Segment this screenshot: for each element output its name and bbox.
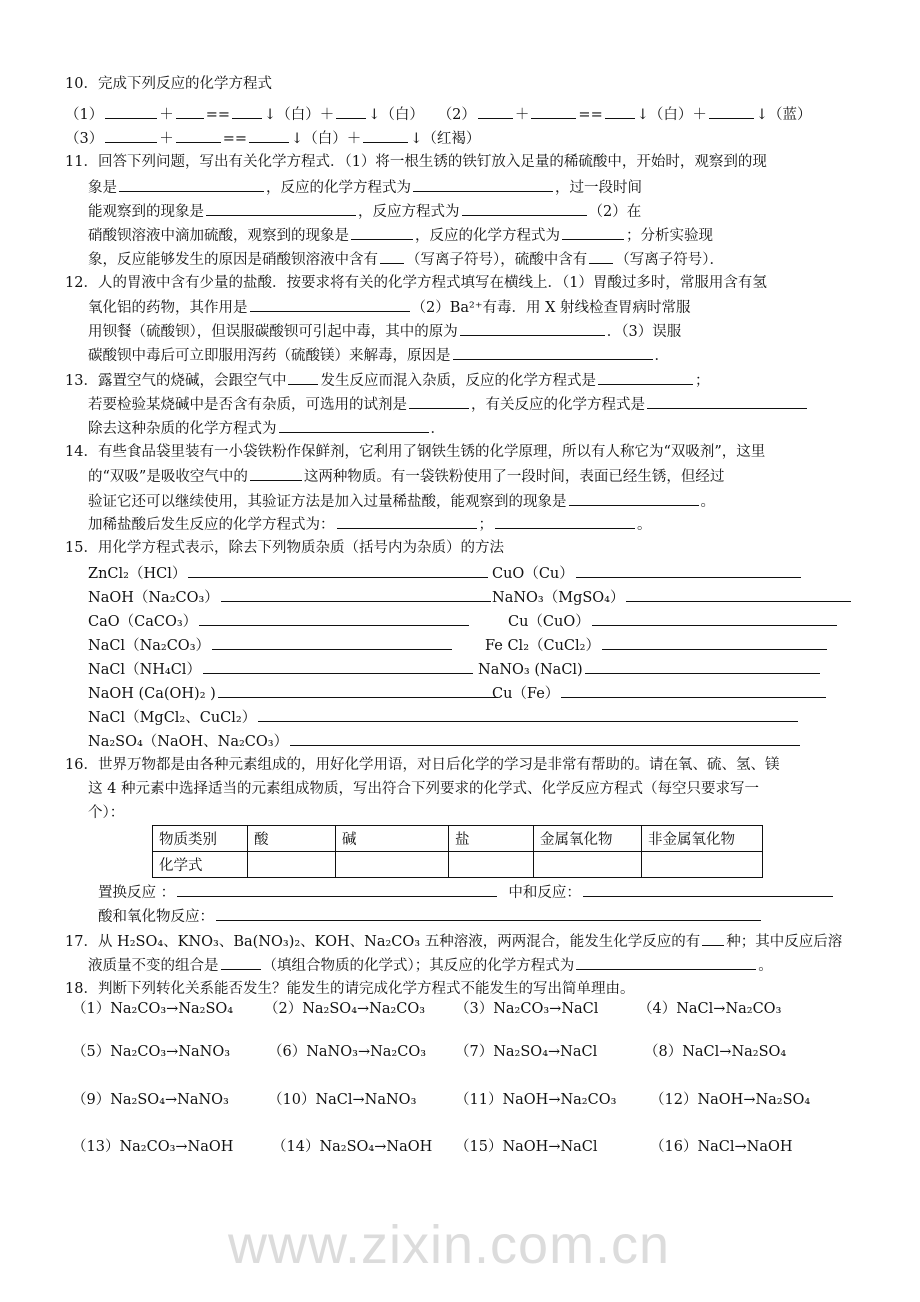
text-segment: NaCl（Na₂CO₃） <box>88 638 211 654</box>
text-segment: （1） <box>65 107 104 123</box>
text-segment: （3） <box>65 131 104 147</box>
q16-line2: 这 4 种元素中选择适当的元素组成物质，写出符合下列要求的化学式、化学反应方程式（每空只要求写一 <box>88 781 759 797</box>
answer-blank[interactable] <box>337 514 477 529</box>
q18-item: （9）Na₂SO₄→NaNO₃ <box>72 1092 229 1108</box>
text-segment: （2） <box>437 107 476 123</box>
text-segment: 金属氧化物 <box>534 826 642 852</box>
answer-blank[interactable] <box>462 201 587 216</box>
text-segment: ； <box>478 517 493 533</box>
text-segment: NaCl（NH₄Cl） <box>88 662 201 678</box>
q18-item: （5）Na₂CO₃→NaNO₃ <box>72 1044 231 1060</box>
answer-blank[interactable] <box>576 563 801 578</box>
text-segment: 象，反应能够发生的原因是硝酸钡溶液中含有 <box>88 252 378 268</box>
answer-blank[interactable] <box>105 104 157 119</box>
q18-item: （7）Na₂SO₄→NaCl <box>455 1044 598 1060</box>
q14-line2 <box>88 466 724 487</box>
answer-cell[interactable] <box>248 852 336 878</box>
text-segment: ．（3）误服 <box>606 324 682 340</box>
q15-title: 15．用化学方程式表示，除去下列物质杂质（括号内为杂质）的方法 <box>65 540 504 556</box>
answer-blank[interactable] <box>531 104 576 119</box>
q12-line2 <box>88 297 691 318</box>
q18-item: （2）Na₂SO₄→Na₂CO₃ <box>264 1001 426 1017</box>
q11-line3 <box>88 201 641 222</box>
q13-line3 <box>88 418 445 439</box>
text-segment: 物质类别 <box>153 826 248 852</box>
answer-blank[interactable] <box>105 128 157 143</box>
text-segment: 盐 <box>449 826 534 852</box>
text-segment: 13．露置空气的烧碱，会跟空气中 <box>65 373 287 389</box>
text-segment: ZnCl₂（HCl） <box>88 566 187 582</box>
q18-item: （12）NaOH→Na₂SO₄ <box>650 1092 811 1108</box>
answer-blank[interactable] <box>119 177 264 192</box>
q11-line1: 11．回答下列问题，写出有关化学方程式．（1）将一根生锈的铁钉放入足量的稀硫酸中，开始时，观察到的现 <box>65 154 767 170</box>
text-segment: CaO（CaCO₃） <box>88 614 198 630</box>
q18-item: （14）Na₂SO₄→NaOH <box>272 1139 433 1155</box>
text-segment: NaCl（MgCl₂、CuCl₂） <box>88 710 257 726</box>
text-segment: 碳酸钡中毒后可立即服用泻药（硫酸镁）来解毒，原因是 <box>88 348 451 364</box>
text-segment: （写离子符号）． <box>615 252 724 268</box>
q13-line2 <box>88 394 809 415</box>
text-segment: ，反应的化学方程式为 <box>415 228 560 244</box>
text-segment: Cu（Fe） <box>492 686 560 702</box>
text-segment: ↓（白） <box>636 107 693 123</box>
q18-item: （4）NaCl→Na₂CO₃ <box>638 1001 782 1017</box>
q18-item: （15）NaOH→NaCl <box>455 1139 598 1155</box>
text-segment: （2）在 <box>588 204 642 220</box>
text-segment: （2）Ba²⁺有毒．用 X 射线检查胃病时常服 <box>411 300 691 316</box>
answer-blank[interactable] <box>176 128 221 143</box>
answer-blank[interactable] <box>709 104 754 119</box>
text-segment: == <box>222 131 248 147</box>
q12-line1: 12．人的胃液中含有少量的盐酸．按要求将有关的化学方程式填写在横线上．（1）胃酸过多时，常服用含有氢 <box>65 275 767 291</box>
answer-cell[interactable] <box>449 852 534 878</box>
q15-item <box>492 587 853 608</box>
q15-item <box>88 635 454 656</box>
q15-item <box>88 587 493 608</box>
q18-item: （6）NaNO₃→Na₂CO₃ <box>268 1044 427 1060</box>
text-segment: 非金属氧化物 <box>642 826 763 852</box>
text-segment: Fe Cl₂（CuCl₂） <box>485 638 600 654</box>
q13-line1 <box>65 370 709 391</box>
text-segment: NaNO₃（MgSO₄） <box>492 590 625 606</box>
text-segment: 。 <box>637 517 652 533</box>
answer-cell[interactable] <box>534 852 642 878</box>
text-segment: （填组合物质的化学式）；其反应的化学方程式为 <box>262 958 575 974</box>
answer-blank[interactable] <box>203 659 473 674</box>
text-segment: == <box>205 107 231 123</box>
answer-blank[interactable] <box>249 128 289 143</box>
q12-line3 <box>88 321 681 342</box>
text-segment: 硝酸钡溶液中滴加硫酸，观察到的现象是 <box>88 228 349 244</box>
text-segment: 氧化铝的药物，其作用是 <box>88 300 248 316</box>
answer-blank[interactable] <box>598 370 693 385</box>
text-segment: ↓（白） <box>291 131 347 147</box>
text-segment: 若要检验某烧碱中是否含有杂质，可选用的试剂是 <box>88 397 407 413</box>
text-segment: ＋ <box>514 107 530 123</box>
answer-blank[interactable] <box>216 906 761 921</box>
text-segment: 。 <box>758 958 773 974</box>
q15-item <box>88 683 500 704</box>
answer-blank[interactable] <box>279 418 429 433</box>
answer-blank[interactable] <box>336 104 366 119</box>
text-segment: 17．从 H₂SO₄、KNO₃、Ba(NO₃)₂、KOH、Na₂CO₃ 五种溶液，两两混合，能发生化学反应的有 <box>65 934 701 950</box>
text-segment: 这两种物质。有一袋铁粉使用了一段时间，表面已经生锈，但经过 <box>303 469 725 485</box>
text-segment: Cu（CuO） <box>508 614 590 630</box>
text-segment: （写离子符号），硫酸中含有 <box>406 252 588 268</box>
q10-row2 <box>65 128 480 149</box>
answer-blank[interactable] <box>576 955 756 970</box>
text-segment: ； <box>694 373 710 389</box>
q18-item: （10）NaCl→NaNO₃ <box>268 1092 417 1108</box>
q18-item: （1）Na₂CO₃→Na₂SO₄ <box>72 1001 234 1017</box>
answer-blank[interactable] <box>647 394 807 409</box>
answer-blank[interactable] <box>413 177 553 192</box>
text-segment: NaOH (Ca(OH)₂ ) <box>88 686 216 702</box>
text-segment: Na₂SO₄（NaOH、Na₂CO₃） <box>88 734 289 750</box>
answer-blank[interactable] <box>561 683 826 698</box>
answer-blank[interactable] <box>363 128 408 143</box>
answer-cell[interactable] <box>642 852 763 878</box>
text-segment: 除去这种杂质的化学方程式为 <box>88 421 277 437</box>
answer-blank[interactable] <box>221 587 491 602</box>
text-segment: ＋ <box>159 131 174 147</box>
q11-line2 <box>88 177 642 198</box>
text-segment: ． <box>654 348 669 364</box>
q18-item: （11）NaOH→Na₂CO₃ <box>455 1092 617 1108</box>
q18-item: （8）NaCl→Na₂SO₄ <box>644 1044 787 1060</box>
answer-blank[interactable] <box>380 249 404 264</box>
text-segment: 置换反应 ： <box>98 885 176 901</box>
answer-blank[interactable] <box>288 370 318 385</box>
text-segment: == <box>578 107 603 123</box>
text-segment: ，反应方程式为 <box>358 204 460 220</box>
q17-line2 <box>88 955 773 976</box>
text-segment: 液质量不变的组合是 <box>88 958 219 974</box>
q12-line4 <box>88 345 669 366</box>
answer-blank[interactable] <box>221 955 261 970</box>
q15-item <box>88 563 490 584</box>
text-segment: 用钡餐（硫酸钡），但误服碳酸钡可引起中毒，其中的原为 <box>88 324 458 340</box>
q15-item <box>492 563 803 584</box>
answer-blank[interactable] <box>605 104 635 119</box>
q15-item <box>492 683 828 704</box>
text-segment: 酸和氧化物反应： <box>98 909 214 925</box>
q15-item <box>88 611 471 632</box>
answer-blank[interactable] <box>602 635 827 650</box>
q15-item <box>508 611 839 632</box>
text-segment: 。 <box>700 494 715 510</box>
answer-blank[interactable] <box>583 882 833 897</box>
answer-blank[interactable] <box>409 394 469 409</box>
answer-blank[interactable] <box>218 683 498 698</box>
q11-line4 <box>88 225 713 246</box>
q18-title: 18．判断下列转化关系能否发生？能发生的请完成化学方程式不能发生的写出简单理由。 <box>65 981 635 997</box>
answer-blank[interactable] <box>478 104 513 119</box>
text-segment: NaNO₃ (NaCl) <box>478 662 583 678</box>
text-segment: ↓（蓝） <box>755 107 812 123</box>
text-segment: ＋ <box>319 107 335 123</box>
q15-item <box>88 731 802 752</box>
q15-item <box>485 635 829 656</box>
q18-item: （13）Na₂CO₃→NaOH <box>72 1139 234 1155</box>
answer-blank[interactable] <box>176 104 204 119</box>
answer-blank[interactable] <box>250 466 302 481</box>
text-segment: 的“双吸”是吸收空气中的 <box>88 469 248 485</box>
answer-blank[interactable] <box>290 731 800 746</box>
text-segment: ，有关反应的化学方程式是 <box>471 397 645 413</box>
q16-line1: 16．世界万物都是由各种元素组成的，用好化学用语，对日后化学的学习是非常有帮助的。请在氧、硫、氢、镁 <box>65 757 780 773</box>
text-segment: ↓（白） <box>264 107 320 123</box>
text-segment: ，过一段时间 <box>555 180 642 196</box>
answer-blank[interactable] <box>250 297 410 312</box>
text-segment: 种；其中反应后溶 <box>726 934 843 950</box>
text-segment: ． <box>430 421 445 437</box>
answer-blank[interactable] <box>258 707 798 722</box>
answer-cell[interactable] <box>336 852 449 878</box>
q15-item <box>88 659 475 680</box>
text-segment: 加稀盐酸后发生反应的化学方程式为： <box>88 517 335 533</box>
answer-blank[interactable] <box>177 882 497 897</box>
answer-blank[interactable] <box>585 659 820 674</box>
answer-blank[interactable] <box>702 931 724 946</box>
q14-line1: 14．有些食品袋里装有一小袋铁粉作保鲜剂，它利用了钢铁生锈的化学原理，所以有人称它为“双吸剂”，这里 <box>65 444 766 460</box>
answer-blank[interactable] <box>232 104 262 119</box>
q10-title: 10．完成下列反应的化学方程式 <box>65 76 272 92</box>
q16-reaction-line1 <box>98 882 835 903</box>
q15-item <box>478 659 822 680</box>
answer-blank[interactable] <box>453 345 653 360</box>
watermark: www.zixin.com.cn <box>228 1215 671 1275</box>
text-segment: 验证它还可以继续使用，其验证方法是加入过量稀盐酸，能观察到的现象是 <box>88 494 567 510</box>
answer-blank[interactable] <box>212 635 452 650</box>
text-segment: 能观察到的现象是 <box>88 204 204 220</box>
q17-line1 <box>65 931 842 952</box>
answer-blank[interactable] <box>592 611 837 626</box>
text-segment: CuO（Cu） <box>492 566 574 582</box>
answer-blank[interactable] <box>569 491 699 506</box>
q14-line4 <box>88 514 652 535</box>
q11-line5 <box>88 249 724 270</box>
q10-row1 <box>65 104 812 125</box>
text-segment: 发生反应而混入杂质，反应的化学方程式是 <box>320 373 596 389</box>
text-segment: 酸 <box>248 826 336 852</box>
text-segment: 碱 <box>336 826 449 852</box>
text-segment: ；分析实验现 <box>626 228 713 244</box>
substance-table <box>152 825 763 878</box>
q18-item: （16）NaCl→NaOH <box>650 1139 793 1155</box>
q14-line3 <box>88 491 715 512</box>
q15-item <box>88 707 800 728</box>
text-segment: ↓（红褐） <box>410 131 481 147</box>
text-segment: ＋ <box>346 131 362 147</box>
text-segment: ＋ <box>159 107 174 123</box>
text-segment: 化学式 <box>153 852 248 878</box>
q16-line3: 个）： <box>88 805 125 821</box>
answer-blank[interactable] <box>460 321 605 336</box>
answer-blank[interactable] <box>589 249 613 264</box>
text-segment: 象是 <box>88 180 117 196</box>
answer-blank[interactable] <box>199 611 469 626</box>
answer-blank[interactable] <box>351 225 413 240</box>
q18-item: （3）Na₂CO₃→NaCl <box>455 1001 599 1017</box>
text-segment: ↓（白） <box>368 107 424 123</box>
text-segment: NaOH（Na₂CO₃） <box>88 590 219 606</box>
answer-blank[interactable] <box>495 514 635 529</box>
answer-blank[interactable] <box>206 201 356 216</box>
q16-reaction-line2 <box>98 906 763 927</box>
answer-blank[interactable] <box>626 587 851 602</box>
answer-blank[interactable] <box>562 225 624 240</box>
answer-blank[interactable] <box>188 563 488 578</box>
text-segment: 中和反应： <box>508 885 581 901</box>
text-segment: ，反应的化学方程式为 <box>266 180 411 196</box>
text-segment: ＋ <box>692 107 707 123</box>
